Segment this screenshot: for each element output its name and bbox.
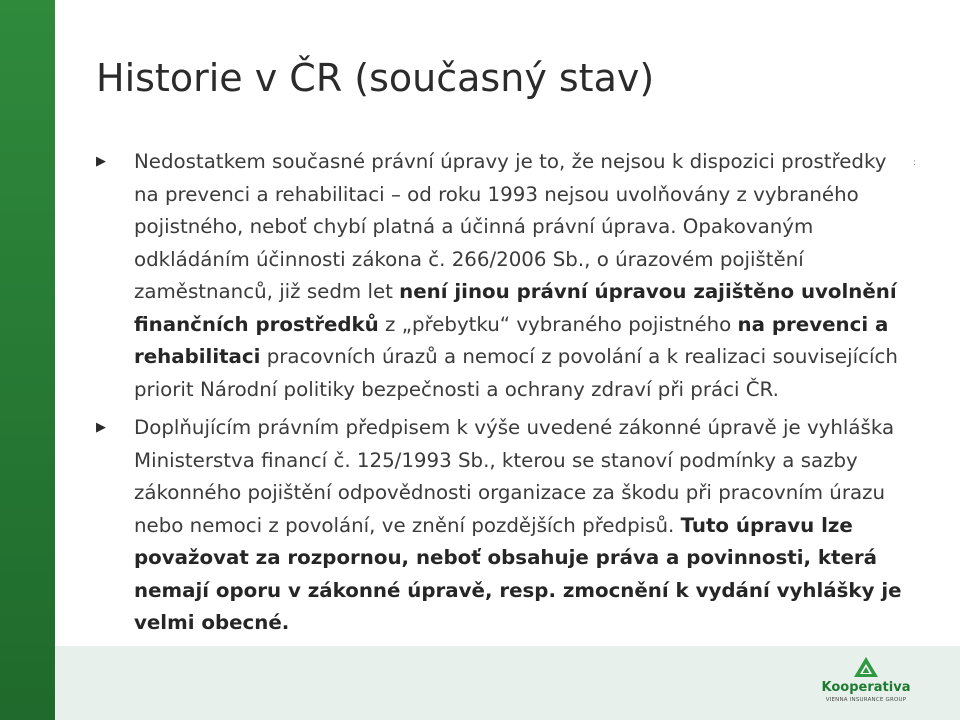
slide-title: Historie v ČR (současný stav): [96, 56, 655, 100]
bullet-segment: Doplňujícím právním předpisem k výše uvedené zákonné úpravě je vyhláška Ministerstva financí č. 125/1993 Sb., kterou se stanoví podmínky a sazby zákonného pojištění odpovědnosti organizace za škodu při pracovním úrazu nebo nemoci z povolání, ve znění pozdějších předpisů.: [134, 416, 895, 537]
bullet-segment-bold: na prevenci a rehabilitaci: [134, 312, 889, 368]
slide-content: [96, 146, 908, 646]
bullet-arrow-icon: ▶: [96, 154, 106, 169]
bullet-text: [134, 412, 908, 640]
bullet-item: [96, 412, 908, 640]
bullet-segment: Nedostatkem současné právní úpravy je to, že nejsou k dispozici prostředky na prevenci a rehabilitaci – od roku 1993 nejsou uvolňovány z vybraného pojistného, neboť chybí platná a účinná právní úprava. Opakovaným odkládáním účinnosti zákona č. 266/2006 Sb., o úrazovém pojištění zaměstnanců, již sedm let: [134, 150, 887, 303]
left-decorative-bar: [0, 0, 55, 720]
bullet-arrow-icon: ▶: [96, 420, 106, 435]
bullet-segment-bold: Tuto úpravu lze považovat za rozpornou, neboť obsahuje práva a povinnosti, která nemají oporu v zákonné úpravě, resp. zmocnění k vydání vyhlášky je velmi obecné.: [134, 513, 902, 634]
bullet-segment: pracovních úrazů a nemocí z povolání a k realizaci souvisejících priorit Národní politiky bezpečnosti a ochrany zdraví při práci ČR.: [134, 345, 898, 401]
bullet-segment-bold: není jinou právní úpravou zajištěno uvolnění finančních prostředků: [134, 280, 897, 336]
kooperativa-logo: [816, 656, 916, 712]
bullet-segment: z „přebytku“ vybraného pojistného: [378, 312, 738, 336]
bullet-text: [134, 146, 908, 406]
logo-tagline: VIENNA INSURANCE GROUP: [825, 697, 907, 703]
bullet-item: [96, 146, 908, 406]
decorative-mark: :: [913, 158, 917, 168]
kooperativa-logo-icon: [851, 656, 881, 678]
logo-name: Kooperativa: [821, 680, 911, 695]
